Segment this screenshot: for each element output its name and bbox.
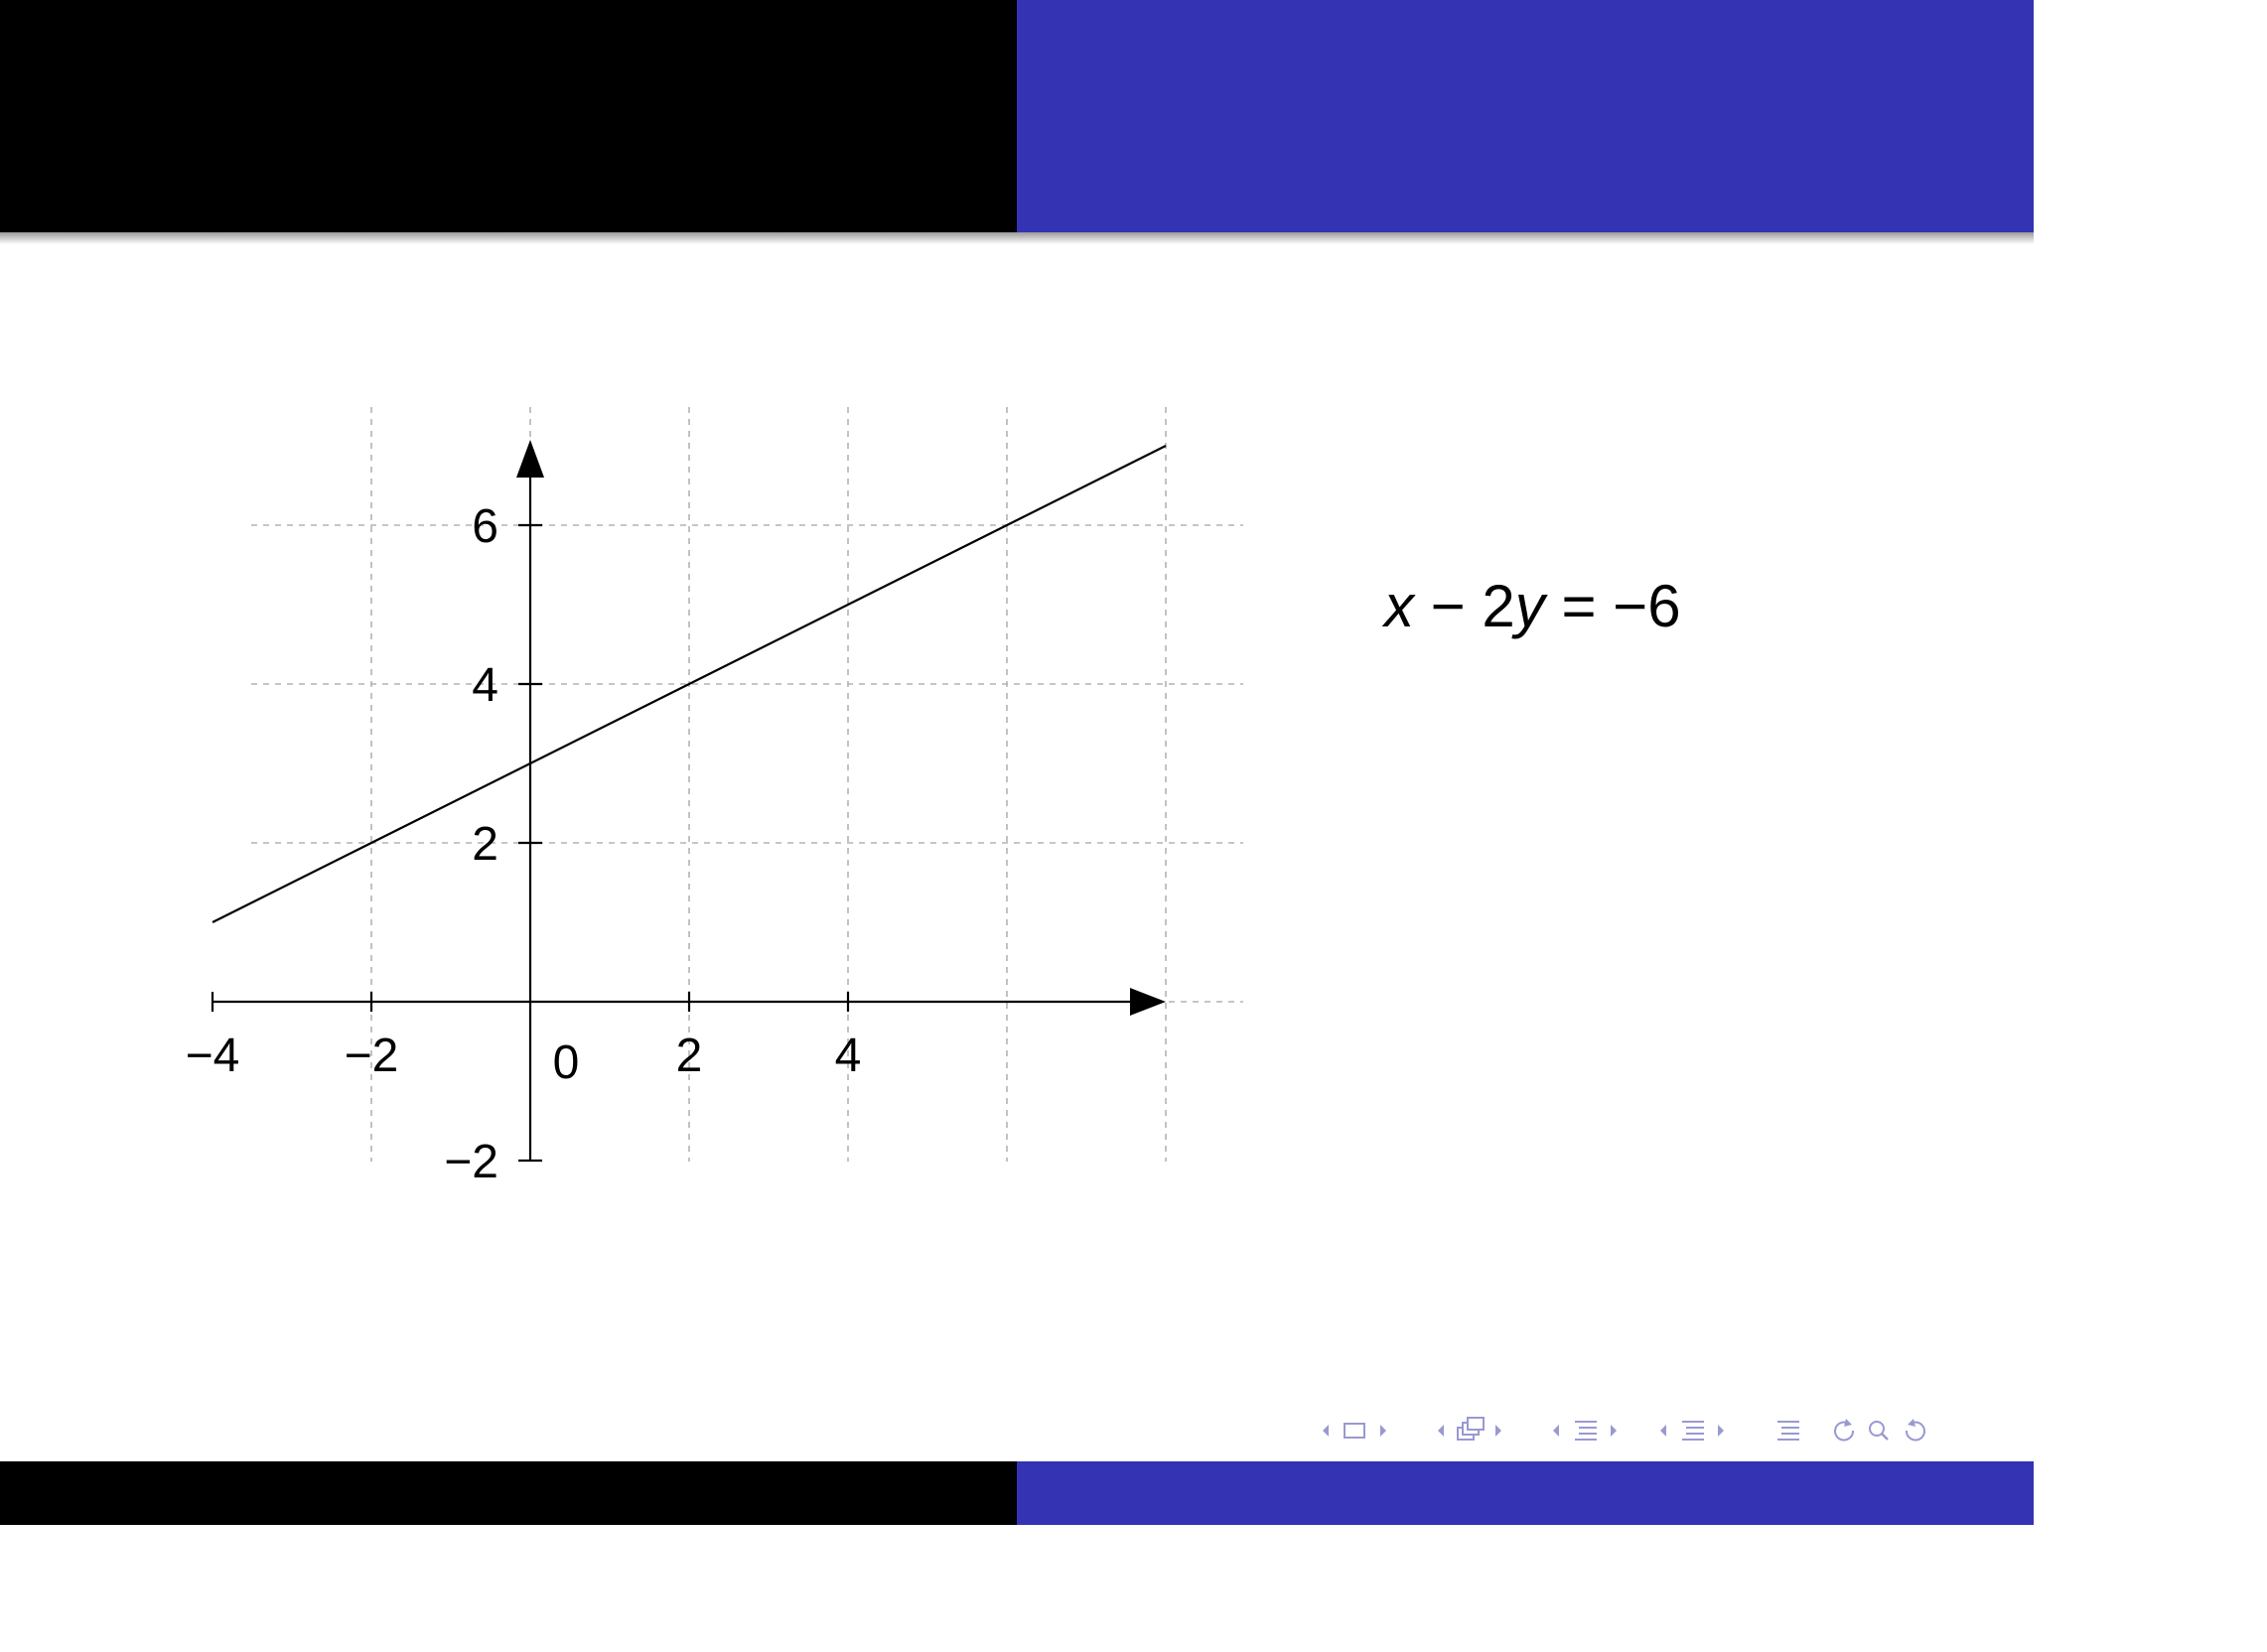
nav-search-group[interactable] <box>1831 1416 1930 1446</box>
subsection-list-nav-icon[interactable] <box>1658 1416 1750 1446</box>
footer-course-title: Math 1300 Finite Mathematics <box>2081 1474 2267 1638</box>
nav-section-group[interactable] <box>1551 1416 1642 1446</box>
x-tick-label: −4 <box>185 1030 240 1082</box>
y-tick-label: 6 <box>472 500 498 553</box>
equation-minus: − <box>1430 573 1466 639</box>
nav-subsection-list-group[interactable] <box>1658 1416 1750 1446</box>
x-tick-label: −2 <box>344 1030 399 1082</box>
nav-toc-group[interactable] <box>1766 1416 1815 1446</box>
equation-x: x <box>1384 573 1414 639</box>
toc-icon[interactable] <box>1766 1416 1815 1446</box>
footer-left-panel <box>0 1461 1017 1525</box>
origin-label: 0 <box>552 1036 580 1089</box>
equation-rhs: −6 <box>1613 573 1681 639</box>
y-axis-arrow <box>516 440 544 478</box>
grid-lines <box>251 407 1243 1162</box>
x-axis-arrow <box>1130 988 1166 1016</box>
frame-nav-icon[interactable] <box>1321 1416 1420 1446</box>
equation-y: y <box>1514 573 1545 639</box>
footer-right-panel <box>1017 1461 2267 1638</box>
equation-coefficient: 2 <box>1482 573 1515 639</box>
section-nav-icon[interactable] <box>1551 1416 1642 1446</box>
back-search-forward-icon[interactable] <box>1831 1416 1930 1446</box>
x-tick-label: 4 <box>834 1030 862 1082</box>
x-tick-label: 2 <box>675 1030 703 1082</box>
equation-equals: = <box>1561 573 1597 639</box>
tick-marks <box>371 525 848 1012</box>
nav-frame-group[interactable] <box>1321 1416 1420 1446</box>
y-tick-label: 4 <box>472 659 498 712</box>
y-tick-label: −2 <box>444 1136 498 1188</box>
subsection-nav-icon[interactable] <box>1436 1416 1535 1446</box>
equation <box>1384 572 1681 640</box>
footer <box>0 1461 2267 1638</box>
nav-subsection-group[interactable] <box>1436 1416 1535 1446</box>
y-tick-label: 2 <box>472 818 498 871</box>
tick-labels <box>186 500 862 1188</box>
beamer-navigation <box>1321 1414 1930 1447</box>
